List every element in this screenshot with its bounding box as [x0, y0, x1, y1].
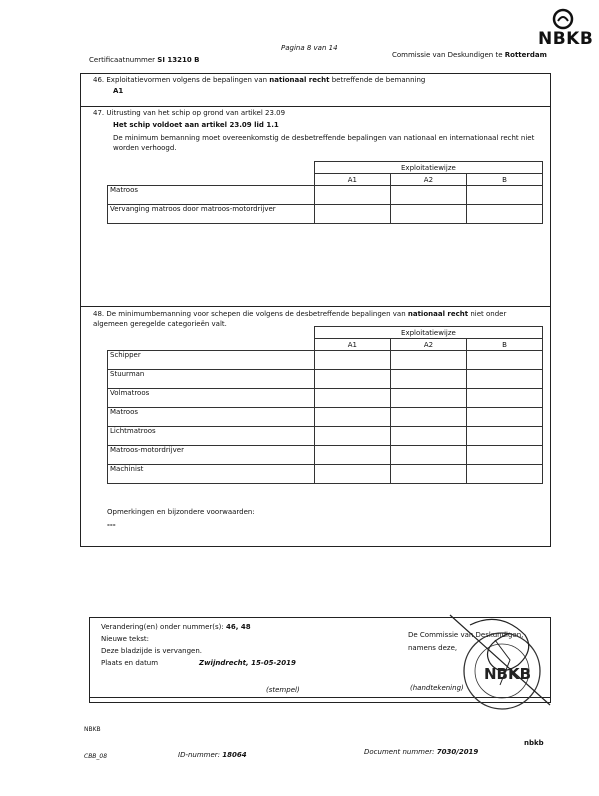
table-row: [108, 370, 543, 389]
table-47-col-a1: A1: [314, 174, 390, 186]
changes-label: Verandering(en) onder nummer(s):: [101, 623, 224, 631]
footer-id-label: ID-nummer:: [178, 751, 221, 759]
official-stamp: [440, 605, 560, 715]
cert-label: Certificaatnummer: [89, 56, 156, 64]
item-46-text-bold: nationaal recht: [269, 76, 330, 84]
table-48-col-a1: A1: [314, 339, 390, 351]
table-47-col-a2: A2: [390, 174, 466, 186]
item-48-text-pre: De minimumbemanning voor schepen die volgens de desbetreffende bepalingen van: [106, 310, 406, 318]
item-47-table: [107, 161, 543, 224]
row-label: Stuurman: [108, 370, 315, 389]
item-46-text-pre: Exploitatievormen volgens de bepalingen van: [106, 76, 268, 84]
item-46: [93, 76, 533, 84]
page-number: Pagina 8 van 14: [281, 44, 338, 52]
logo-text: NBKB: [538, 29, 594, 49]
commission-prefix: Commissie van Deskundigen te: [392, 51, 503, 59]
item-47-num: 47.: [93, 109, 105, 117]
footer-doc-label: Document nummer:: [364, 748, 435, 756]
table-row: [108, 465, 543, 484]
footer-nbkb-right: nbkb: [524, 739, 544, 747]
changes-numbers-line: [101, 623, 251, 631]
table-47-group-header: Exploitatiewijze: [314, 162, 542, 174]
commission-line: [392, 51, 547, 59]
row-label: Matroos: [108, 186, 315, 205]
footer-id: [178, 751, 247, 759]
changes-numbers: 46, 48: [226, 623, 251, 631]
item-48-text-bold: nationaal recht: [407, 310, 469, 318]
row-label: Machinist: [108, 465, 315, 484]
table-row: [108, 427, 543, 446]
new-text-label: Nieuwe tekst:: [101, 635, 150, 643]
footer-cbb: CBB_08: [84, 753, 108, 760]
replaced-text: Deze bladzijde is vervangen.: [101, 647, 202, 655]
table-row: [108, 389, 543, 408]
commission-signature-line2: namens deze,: [408, 644, 458, 652]
table-48-group-header: Exploitatiewijze: [314, 327, 542, 339]
item-48-table: [107, 326, 543, 484]
item-48-num: 48.: [93, 310, 105, 318]
nbkb-logo: [538, 8, 594, 49]
cert-number-line: [89, 56, 200, 64]
remarks-value: ---: [107, 521, 116, 529]
item-47-title: Uitrusting van het schip op grond van artikel 23.09: [106, 109, 286, 117]
table-row: [108, 205, 543, 224]
table-row: [108, 446, 543, 465]
footer-nbkb-small: NBKB: [84, 726, 101, 733]
row-label: Lichtmatroos: [108, 427, 315, 446]
signature-label: (handtekening): [410, 684, 464, 692]
table-row: [108, 408, 543, 427]
row-label: Volmatroos: [108, 389, 315, 408]
table-47-col-b: B: [466, 174, 542, 186]
row-label: Matroos: [108, 408, 315, 427]
item-47-desc: De minimum bemanning moet overeenkomstig de desbetreffende bepalingen van nationaal en internationaal recht niet worden verhoogd.: [113, 134, 535, 152]
nbkb-logo-icon: [551, 8, 575, 30]
footer-doc-value: 7030/2019: [436, 748, 479, 756]
table-48-col-a2: A2: [390, 339, 466, 351]
divider-46: [80, 106, 551, 107]
item-46-num: 46.: [93, 76, 105, 84]
row-label: Matroos-motordrijver: [108, 446, 315, 465]
item-46-text-post: betreffende de bemanning: [331, 76, 426, 84]
commission-city: Rotterdam: [504, 51, 547, 59]
table-48-col-b: B: [466, 339, 542, 351]
item-47-subtitle: Het schip voldoet aan artikel 23.09 lid 1.1: [113, 121, 279, 129]
row-label: Vervanging matroos door matroos-motordrijver: [108, 205, 315, 224]
item-48-text-post: niet onder algemeen geregelde categorieën valt.: [93, 310, 507, 328]
row-label: Schipper: [108, 351, 315, 370]
table-row: [108, 186, 543, 205]
table-row: [108, 351, 543, 370]
place-date: Zwijndrecht, 15-05-2019: [199, 659, 296, 667]
item-46-value: A1: [113, 87, 124, 95]
stamp-text: NBKB: [484, 665, 532, 683]
footer-doc: [364, 748, 478, 756]
divider-47: [80, 306, 551, 307]
footer-id-value: 18064: [222, 751, 247, 759]
item-47-title-line: [93, 109, 285, 117]
commission-signature-line1: De Commissie van Deskundigen,: [408, 631, 524, 639]
stamp-label: (stempel): [266, 686, 300, 694]
place-date-label: Plaats en datum: [101, 659, 159, 667]
cert-number: SI 13210 B: [157, 56, 200, 64]
remarks-label: Opmerkingen en bijzondere voorwaarden:: [107, 508, 255, 516]
